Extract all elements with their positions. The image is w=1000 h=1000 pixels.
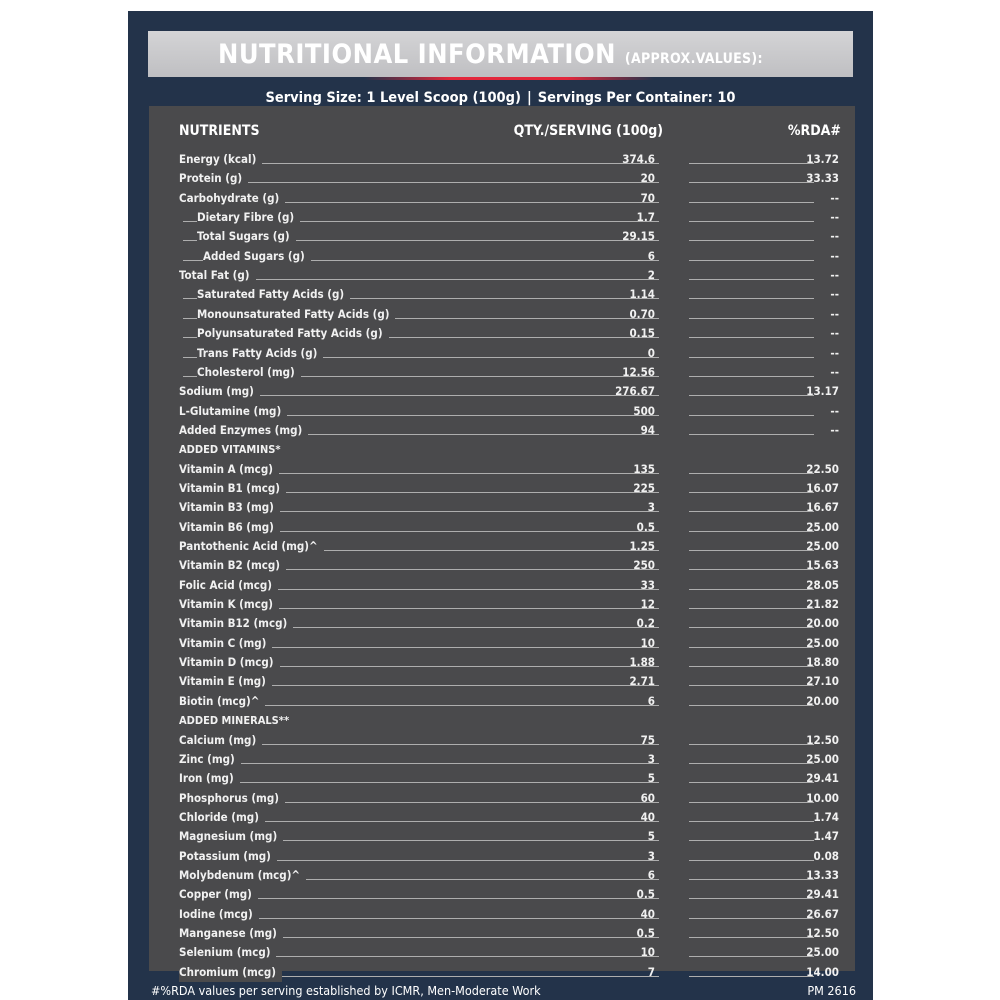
title-suffix: (APPROX.VALUES): xyxy=(624,51,763,67)
nutrient-name: Energy (kcal) xyxy=(179,150,262,169)
rda-value: -- xyxy=(830,248,839,263)
table-row xyxy=(149,382,855,401)
qty-value: 0.70 xyxy=(629,306,655,321)
qty-value: 276.67 xyxy=(615,384,655,399)
nutrient-name: Cholesterol (mg) xyxy=(197,363,301,382)
nutrient-name: Iron (mg) xyxy=(179,769,240,788)
qty-value: 3 xyxy=(647,848,655,863)
qty-value: 75 xyxy=(640,732,655,747)
table-row xyxy=(149,421,855,440)
table-row xyxy=(149,789,855,808)
leader-line xyxy=(689,918,814,919)
leader-line xyxy=(183,782,659,783)
leader-line xyxy=(689,608,814,609)
leader-line xyxy=(689,956,814,957)
leader-line xyxy=(689,434,814,435)
table-row xyxy=(149,208,855,227)
leader-line xyxy=(689,937,814,938)
nutrient-name: Vitamin B2 (mcg) xyxy=(179,556,286,575)
section-title: ADDED VITAMINS* xyxy=(179,440,287,459)
qty-value: 2.71 xyxy=(629,674,655,689)
rda-value: 13.72 xyxy=(806,152,839,166)
nutrient-name: Vitamin D (mcg) xyxy=(179,653,280,672)
table-row xyxy=(149,769,855,788)
nutrient-name: Protein (g) xyxy=(179,169,248,188)
rda-value: 28.05 xyxy=(806,577,839,592)
rda-value: 29.41 xyxy=(806,771,839,786)
table-row xyxy=(149,905,855,924)
rda-value: 21.82 xyxy=(806,597,839,612)
rda-value: 0.08 xyxy=(813,848,839,863)
table-row xyxy=(149,576,855,595)
footer-note: #%RDA values per serving established by ICMR, Men-Moderate Work xyxy=(151,983,541,998)
qty-value: 6 xyxy=(647,248,655,263)
qty-value: 12 xyxy=(640,597,655,612)
qty-value: 374.6 xyxy=(622,152,655,166)
rda-value: -- xyxy=(830,345,839,360)
qty-value: 2 xyxy=(647,268,655,283)
leader-line xyxy=(689,357,814,358)
rda-value: 33.33 xyxy=(806,171,839,186)
leader-line xyxy=(689,647,814,648)
nutrient-name: Vitamin C (mg) xyxy=(179,634,272,653)
rda-value: 29.41 xyxy=(806,887,839,902)
leader-line xyxy=(689,221,814,222)
nutrient-name: L-Glutamine (mg) xyxy=(179,402,287,421)
qty-value: 5 xyxy=(647,829,655,844)
qty-value: 5 xyxy=(647,771,655,786)
leader-line xyxy=(689,511,814,512)
leader-line xyxy=(689,898,814,899)
leader-line xyxy=(689,531,814,532)
qty-value: 0.2 xyxy=(636,616,655,631)
rda-value: -- xyxy=(830,364,839,379)
nutrient-name: Monounsaturated Fatty Acids (g) xyxy=(197,305,395,324)
rda-value: -- xyxy=(830,190,839,205)
rda-value: 1.74 xyxy=(813,809,839,824)
table-row xyxy=(149,885,855,904)
leader-line xyxy=(689,182,814,183)
rda-value: 12.50 xyxy=(806,732,839,747)
leader-line xyxy=(689,705,814,706)
leader-line xyxy=(689,802,814,803)
table-row xyxy=(149,614,855,633)
nutrient-name: Trans Fatty Acids (g) xyxy=(197,344,323,363)
nutrient-name: Phosphorus (mg) xyxy=(179,789,285,808)
rda-value: 27.10 xyxy=(806,674,839,689)
table-row xyxy=(149,227,855,246)
qty-value: 3 xyxy=(647,500,655,515)
rda-value: 10.00 xyxy=(806,790,839,805)
serving-separator: | xyxy=(526,90,532,106)
nutrient-name: Sodium (mg) xyxy=(179,382,260,401)
section-heading xyxy=(149,711,855,730)
rda-value: 20.00 xyxy=(806,693,839,708)
qty-value: 0.5 xyxy=(636,926,655,940)
qty-value: 500 xyxy=(633,403,655,418)
title-underline xyxy=(364,77,654,80)
table-row xyxy=(149,518,855,537)
leader-line xyxy=(689,240,814,241)
leader-line xyxy=(689,337,814,338)
leader-line xyxy=(689,627,814,628)
rda-value: 20.00 xyxy=(806,616,839,631)
table-row xyxy=(149,827,855,846)
nutrient-name: Vitamin B6 (mg) xyxy=(179,518,280,537)
title xyxy=(218,32,763,78)
qty-value: 1.25 xyxy=(629,539,655,553)
qty-value: 10 xyxy=(640,635,655,650)
table-row xyxy=(149,498,855,517)
nutrient-name: Total Fat (g) xyxy=(179,266,256,285)
rda-value: 16.67 xyxy=(806,500,839,515)
leader-line xyxy=(689,318,814,319)
table-row xyxy=(149,344,855,363)
rda-value: 13.17 xyxy=(806,384,839,399)
table-row xyxy=(149,305,855,324)
rda-value: 1.47 xyxy=(813,829,839,844)
qty-value: 40 xyxy=(640,906,655,921)
nutrient-name: Carbohydrate (g) xyxy=(179,189,285,208)
rda-value: 25.00 xyxy=(806,751,839,766)
table-row xyxy=(149,847,855,866)
table-row xyxy=(149,692,855,711)
nutrient-name: Magnesium (mg) xyxy=(179,827,283,846)
table-row xyxy=(149,808,855,827)
rda-value: 25.00 xyxy=(806,519,839,534)
nutrient-name: Selenium (mcg) xyxy=(179,943,276,962)
table-row xyxy=(149,169,855,188)
qty-value: 6 xyxy=(647,867,655,882)
nutrition-table xyxy=(149,106,855,979)
qty-value: 70 xyxy=(640,190,655,205)
rda-value: 25.00 xyxy=(806,635,839,650)
nutrient-name: Manganese (mg) xyxy=(179,924,283,943)
table-row xyxy=(149,672,855,691)
table-row xyxy=(149,402,855,421)
qty-value: 7 xyxy=(647,964,655,979)
leader-line xyxy=(183,763,659,764)
nutrient-name: Dietary Fibre (g) xyxy=(197,208,300,227)
nutrient-name: Added Enzymes (mg) xyxy=(179,421,308,440)
rda-value: 16.07 xyxy=(806,480,839,495)
table-row xyxy=(149,285,855,304)
qty-value: 250 xyxy=(633,558,655,573)
table-row xyxy=(149,750,855,769)
qty-value: 12.56 xyxy=(622,364,655,379)
qty-value: 20 xyxy=(640,171,655,186)
title-text: NUTRITIONAL INFORMATION xyxy=(218,39,616,70)
rda-value: 14.00 xyxy=(806,964,839,979)
nutrient-name: Polyunsaturated Fatty Acids (g) xyxy=(197,324,389,343)
rda-value: -- xyxy=(830,403,839,418)
section-heading xyxy=(149,440,855,459)
nutrient-name: Potassium (mg) xyxy=(179,847,277,866)
leader-line xyxy=(689,395,814,396)
qty-value: 135 xyxy=(633,461,655,476)
leader-line xyxy=(689,763,814,764)
leader-line xyxy=(689,569,814,570)
nutrient-name: Vitamin B3 (mg) xyxy=(179,498,280,517)
leader-line xyxy=(689,976,814,977)
section-title: ADDED MINERALS** xyxy=(179,711,295,730)
serving-size: Serving Size: 1 Level Scoop (100g) xyxy=(265,90,521,106)
qty-value: 10 xyxy=(640,945,655,960)
nutrient-name: Molybdenum (mcg)^ xyxy=(179,866,306,885)
rda-value: 12.50 xyxy=(806,926,839,940)
leader-line xyxy=(689,840,814,841)
table-row xyxy=(149,866,855,885)
nutrient-name: Saturated Fatty Acids (g) xyxy=(197,285,350,304)
nutrient-name: Copper (mg) xyxy=(179,885,258,904)
table-row xyxy=(149,150,855,169)
nutrient-name: Folic Acid (mcg) xyxy=(179,576,278,595)
rda-value: -- xyxy=(830,210,839,225)
leader-line xyxy=(689,415,814,416)
nutrient-name: Vitamin A (mcg) xyxy=(179,460,279,479)
nutrient-name: Chromium (mcg) xyxy=(179,963,282,982)
rda-value: -- xyxy=(830,229,839,244)
nutrient-name: Vitamin B12 (mcg) xyxy=(179,614,293,633)
table-row xyxy=(149,189,855,208)
leader-line xyxy=(689,492,814,493)
qty-value: 0.5 xyxy=(636,887,655,902)
leader-line xyxy=(689,202,814,203)
qty-value: 33 xyxy=(640,577,655,592)
qty-value: 0.5 xyxy=(636,519,655,534)
nutrient-name: Chloride (mg) xyxy=(179,808,265,827)
leader-line xyxy=(689,860,814,861)
qty-value: 225 xyxy=(633,480,655,495)
qty-value: 1.88 xyxy=(629,655,655,670)
qty-value: 29.15 xyxy=(622,229,655,244)
qty-value: 40 xyxy=(640,809,655,824)
leader-line xyxy=(689,260,814,261)
nutrient-name: Vitamin B1 (mcg) xyxy=(179,479,286,498)
column-header-qty: QTY./SERVING (100g) xyxy=(513,123,663,139)
leader-line xyxy=(689,550,814,551)
rda-value: 18.80 xyxy=(806,655,839,670)
rda-value: 25.00 xyxy=(806,945,839,960)
nutrient-name: Iodine (mcg) xyxy=(179,905,259,924)
nutrient-name: Total Sugars (g) xyxy=(197,227,296,246)
nutrient-name: Vitamin K (mcg) xyxy=(179,595,279,614)
leader-line xyxy=(689,744,814,745)
leader-line xyxy=(689,782,814,783)
table-row xyxy=(149,595,855,614)
table-row xyxy=(149,363,855,382)
table-row xyxy=(149,537,855,556)
qty-value: 0 xyxy=(647,345,655,360)
leader-line xyxy=(689,376,814,377)
nutrient-name: Vitamin E (mg) xyxy=(179,672,272,691)
table-row xyxy=(149,266,855,285)
nutrient-name: Zinc (mg) xyxy=(179,750,241,769)
column-header-nutrients: NUTRIENTS xyxy=(179,123,260,139)
table-row xyxy=(149,943,855,962)
leader-line xyxy=(689,685,814,686)
table-row xyxy=(149,731,855,750)
rda-value: 26.67 xyxy=(806,906,839,921)
serving-info xyxy=(128,90,873,106)
column-header-rda: %RDA# xyxy=(787,123,841,139)
rda-value: 13.33 xyxy=(806,867,839,882)
leader-line xyxy=(689,589,814,590)
qty-value: 1.14 xyxy=(629,287,655,302)
rda-value: -- xyxy=(830,268,839,283)
nutrient-name: Added Sugars (g) xyxy=(203,247,311,266)
rda-value: -- xyxy=(830,326,839,341)
qty-value: 1.7 xyxy=(636,210,655,225)
table-row xyxy=(149,556,855,575)
table-row xyxy=(149,963,855,982)
table-row xyxy=(149,479,855,498)
table-row xyxy=(149,460,855,479)
rda-value: 22.50 xyxy=(806,461,839,476)
leader-line xyxy=(689,279,814,280)
leader-line xyxy=(689,879,814,880)
table-row xyxy=(149,247,855,266)
servings-per-container: Servings Per Container: 10 xyxy=(537,90,736,106)
rda-value: 15.63 xyxy=(806,558,839,573)
table-row xyxy=(149,924,855,943)
leader-line xyxy=(689,298,814,299)
nutrient-name: Pantothenic Acid (mg)^ xyxy=(179,537,324,556)
qty-value: 3 xyxy=(647,751,655,766)
qty-value: 6 xyxy=(647,693,655,708)
table-row xyxy=(149,324,855,343)
leader-line xyxy=(183,182,659,183)
footer-code: PM 2616 xyxy=(807,983,856,998)
leader-line xyxy=(689,666,814,667)
qty-value: 94 xyxy=(640,422,655,437)
rda-value: -- xyxy=(830,306,839,321)
leader-line xyxy=(689,163,814,164)
table-row xyxy=(149,653,855,672)
qty-value: 0.15 xyxy=(629,326,655,341)
leader-line xyxy=(689,473,814,474)
nutrition-label-panel xyxy=(128,11,873,1000)
nutrient-name: Calcium (mg) xyxy=(179,731,262,750)
rda-value: -- xyxy=(830,287,839,302)
rda-value: -- xyxy=(830,422,839,437)
rda-value: 25.00 xyxy=(806,539,839,553)
leader-line xyxy=(689,821,814,822)
table-row xyxy=(149,634,855,653)
qty-value: 60 xyxy=(640,790,655,805)
nutrient-name: Biotin (mcg)^ xyxy=(179,692,265,711)
title-band xyxy=(148,31,853,77)
